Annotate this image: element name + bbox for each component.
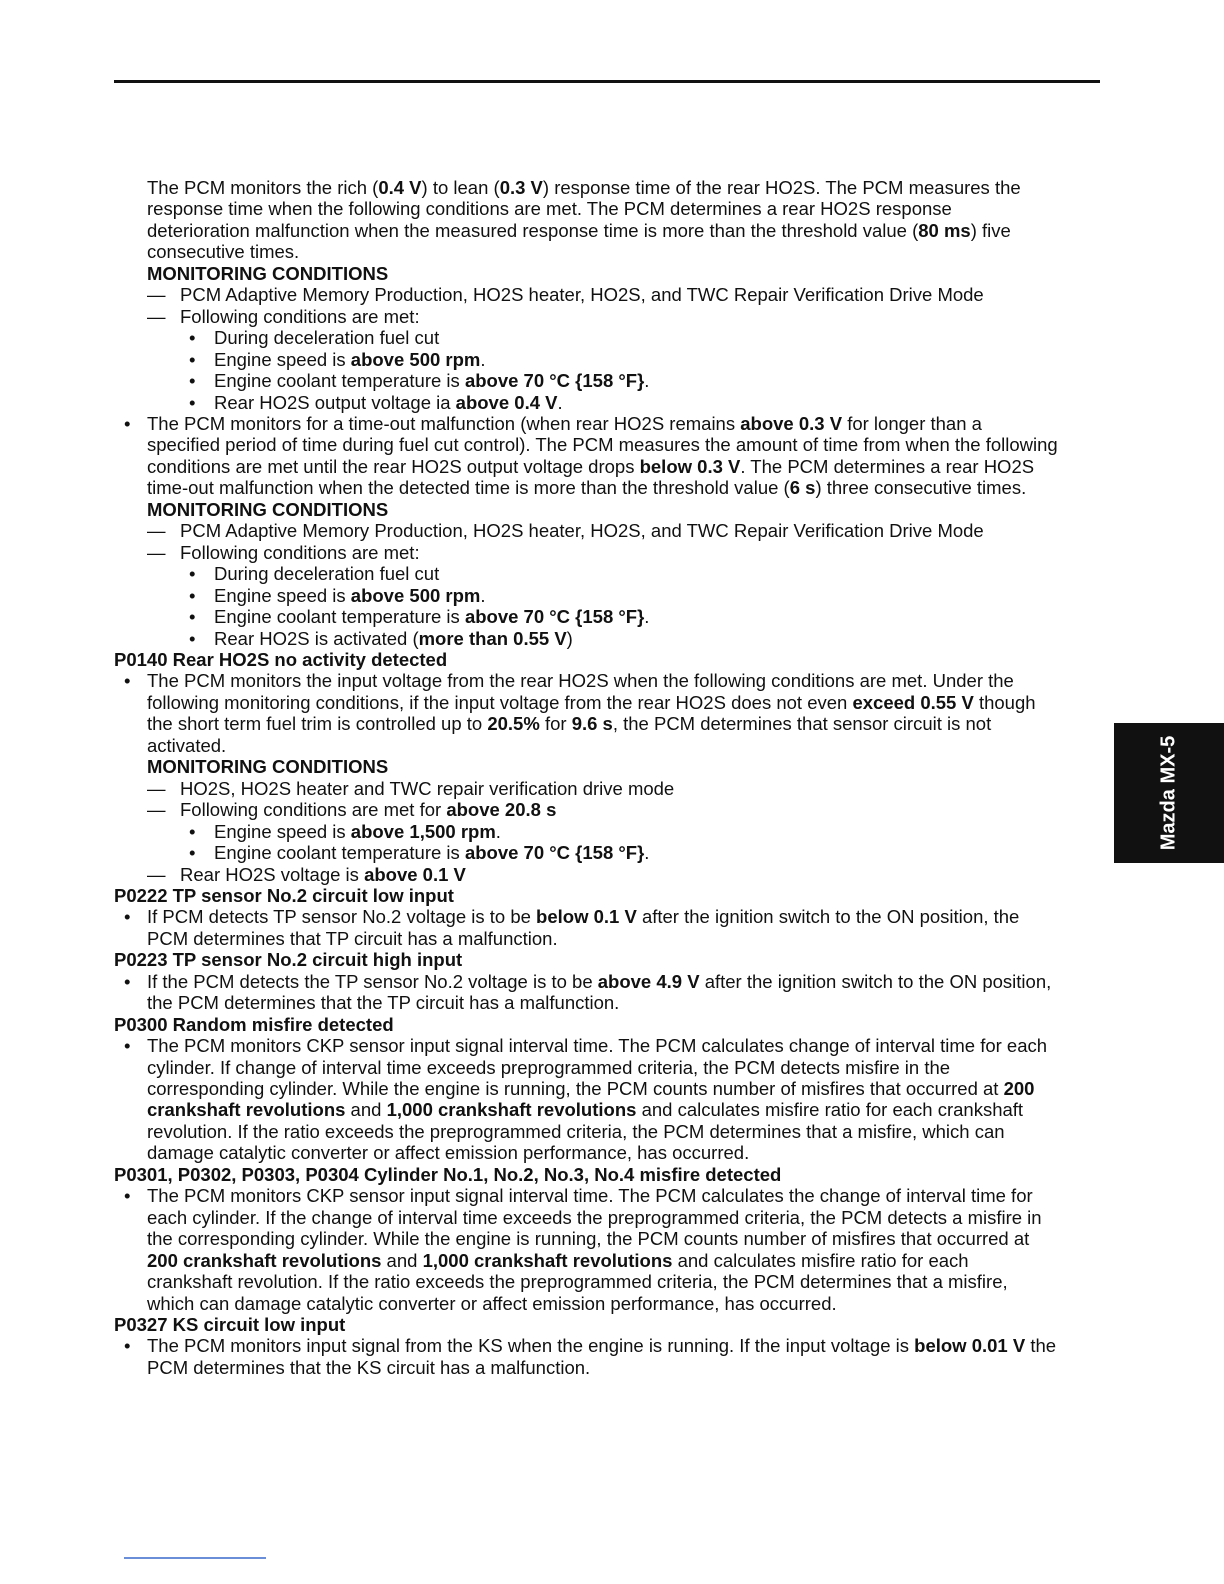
bold-text: 200 crankshaft revolutions — [147, 1249, 382, 1271]
text-run: ) — [566, 627, 573, 649]
text-run: activated. — [147, 734, 227, 756]
text-line — [114, 692, 1104, 713]
text-run: the PCM determines that the TP circuit has a malfunction. — [147, 992, 620, 1014]
text-run: PCM determines that the KS circuit has a malfunction. — [147, 1356, 591, 1378]
text-run: consecutive times. — [147, 241, 300, 263]
text-run: conditions are met until the rear HO2S output voltage drops — [147, 455, 640, 477]
bold-text: P0327 KS circuit low input — [114, 1314, 346, 1336]
bold-text: below 0.1 V — [536, 906, 637, 928]
text-run: and — [381, 1249, 423, 1271]
text-line — [114, 1335, 1104, 1356]
text-run: for — [539, 713, 572, 735]
text-line — [114, 477, 1104, 498]
text-line — [114, 821, 1104, 842]
text-line — [114, 1228, 1104, 1249]
bold-text: P0300 Random misfire detected — [114, 1013, 394, 1035]
dash-marker: — — [147, 284, 166, 306]
text-run: The PCM monitors input signal from the KS when the engine is running. If the input voltage is — [147, 1335, 915, 1357]
bold-text: more than 0.55 V — [418, 627, 567, 649]
text-run: . — [644, 370, 650, 392]
text-run: the — [1025, 1335, 1057, 1357]
text-run: which can damage catalytic converter or affect emission performance, has occurred. — [147, 1292, 837, 1314]
text-line — [114, 670, 1104, 691]
bullet-marker: • — [124, 1185, 131, 1207]
text-run: During deceleration fuel cut — [214, 327, 440, 349]
text-run: cylinder. If change of interval time exceeds preprogrammed criteria, the PCM detects misfire in the — [147, 1056, 951, 1078]
text-line — [114, 413, 1104, 434]
text-run: The PCM monitors CKP sensor input signal interval time. The PCM calculates the change of interval time for — [147, 1185, 1033, 1207]
text-run: and calculates misfire ratio for each crankshaft — [636, 1099, 1024, 1121]
bullet-marker: • — [124, 906, 131, 928]
bullet-marker: • — [124, 670, 131, 692]
bold-text: 0.3 V — [499, 177, 543, 198]
text-line — [114, 349, 1104, 370]
bold-text: 6 s — [789, 477, 816, 499]
text-run: The PCM monitors the rich ( — [147, 177, 379, 198]
text-run: after the ignition switch to the ON position, the — [636, 906, 1020, 928]
text-run: . The PCM determines a rear HO2S — [740, 455, 1035, 477]
text-run: each cylinder. If the change of interval time exceeds the preprogrammed criteria, the PCM detects a misfire in — [147, 1206, 1042, 1228]
text-run: Engine coolant temperature is — [214, 370, 465, 392]
text-line — [114, 992, 1104, 1013]
text-run: the corresponding cylinder. While the engine is running, the PCM counts number of misfires that occurred at — [147, 1228, 1030, 1250]
text-run: . — [480, 584, 486, 606]
bold-text: 80 ms — [918, 219, 971, 241]
bold-text: above 0.3 V — [740, 412, 843, 434]
dash-marker: — — [147, 863, 166, 885]
bullet-marker: • — [124, 412, 131, 434]
text-line — [114, 306, 1104, 327]
dash-marker: — — [147, 799, 166, 821]
text-line — [114, 928, 1104, 949]
bold-text: above 70 °C {158 °F} — [464, 606, 645, 628]
bullet-marker: • — [189, 370, 196, 392]
text-run: ) five — [970, 219, 1011, 241]
text-line — [114, 1207, 1104, 1228]
bold-text: 200 — [1003, 1078, 1035, 1100]
text-run: specified period of time during fuel cut control). The PCM measures the amount of time from when the following — [147, 434, 1058, 456]
side-tab-label: Mazda MX-5 — [1157, 735, 1180, 851]
text-run: Following conditions are met: — [180, 541, 420, 563]
text-run: Following conditions are met for — [180, 799, 447, 821]
bold-text: above 0.1 V — [364, 863, 466, 885]
text-run: and — [345, 1099, 387, 1121]
text-run: Engine coolant temperature is — [214, 606, 465, 628]
text-line — [114, 177, 1104, 198]
bold-text: P0223 TP sensor No.2 circuit high input — [114, 949, 463, 971]
text-run: Engine speed is — [214, 348, 351, 370]
bullet-marker: • — [189, 391, 196, 413]
text-line — [114, 392, 1104, 413]
text-run: Following conditions are met: — [180, 305, 420, 327]
text-run: Engine speed is — [214, 584, 351, 606]
text-run: Engine speed is — [214, 820, 351, 842]
footer-link-underline — [124, 1557, 266, 1559]
side-tab — [1114, 723, 1224, 863]
text-run: corresponding cylinder. While the engine is running, the PCM counts number of misfires that occurred at — [147, 1078, 1004, 1100]
text-line — [114, 606, 1104, 627]
bold-text: P0140 Rear HO2S no activity detected — [114, 648, 448, 670]
text-line — [114, 713, 1104, 734]
text-line — [114, 327, 1104, 348]
text-run: after the ignition switch to the ON position, — [699, 970, 1052, 992]
bold-text: 9.6 s — [571, 713, 613, 735]
text-run: Rear HO2S voltage is — [180, 863, 365, 885]
text-run: crankshaft revolution. If the ratio exceeds the preprogrammed criteria, the PCM determines that a misfire, — [147, 1271, 1008, 1293]
bold-text: P0301, P0302, P0303, P0304 Cylinder No.1, No.2, No.3, No.4 misfire detected — [114, 1163, 782, 1185]
bold-text: crankshaft revolutions — [147, 1099, 346, 1121]
text-line — [114, 585, 1104, 606]
text-run: and calculates misfire ratio for each — [672, 1249, 969, 1271]
text-line — [114, 499, 1104, 520]
document-body — [114, 177, 1104, 1378]
text-run: Rear HO2S is activated ( — [214, 627, 419, 649]
text-run: PCM determines that TP circuit has a malfunction. — [147, 927, 558, 949]
section-heading — [114, 649, 1104, 670]
bold-text: above 20.8 s — [446, 799, 557, 821]
text-run: PCM Adaptive Memory Production, HO2S heater, HO2S, and TWC Repair Verification Drive Mode — [180, 520, 984, 542]
text-line — [114, 1357, 1104, 1378]
text-run: for longer than a — [842, 412, 982, 434]
text-run: ) to lean ( — [421, 177, 500, 198]
text-run: Engine coolant temperature is — [214, 842, 465, 864]
text-run: HO2S, HO2S heater and TWC repair verification drive mode — [180, 777, 675, 799]
text-run: During deceleration fuel cut — [214, 563, 440, 585]
text-run: The PCM monitors the input voltage from the rear HO2S when the following conditions are met. Under the — [147, 670, 1014, 692]
text-line — [114, 1035, 1104, 1056]
text-line — [114, 1121, 1104, 1142]
text-line — [114, 842, 1104, 863]
bold-text: MONITORING CONDITIONS — [147, 262, 389, 284]
text-run: deterioration malfunction when the measured response time is more than the threshold value ( — [147, 219, 919, 241]
bold-text: 1,000 crankshaft revolutions — [386, 1099, 637, 1121]
text-run: , the PCM determines that sensor circuit is not — [612, 713, 992, 735]
section-heading — [114, 1014, 1104, 1035]
text-line — [114, 799, 1104, 820]
text-run: revolution. If the ratio exceeds the preprogrammed criteria, the PCM determines that a misfire, which can — [147, 1120, 1005, 1142]
text-run: . — [480, 348, 486, 370]
dash-marker: — — [147, 520, 166, 542]
text-run: The PCM monitors CKP sensor input signal interval time. The PCM calculates change of interval time for each — [147, 1035, 1048, 1057]
text-line — [114, 864, 1104, 885]
text-line — [114, 542, 1104, 563]
text-line — [114, 735, 1104, 756]
bullet-marker: • — [124, 1035, 131, 1057]
text-line — [114, 456, 1104, 477]
bullet-marker: • — [189, 563, 196, 585]
text-run: . — [557, 391, 563, 413]
bold-text: exceed 0.55 V — [852, 691, 974, 713]
text-run: The PCM monitors for a time-out malfunction (when rear HO2S remains — [147, 412, 741, 434]
bold-text: above 0.4 V — [455, 391, 558, 413]
dash-marker: — — [147, 305, 166, 327]
text-run: following monitoring conditions, if the input voltage from the rear HO2S does not even — [147, 691, 853, 713]
text-line — [114, 1142, 1104, 1163]
text-line — [114, 198, 1104, 219]
bold-text: above 500 rpm — [350, 584, 481, 606]
text-run: damage catalytic converter or affect emission performance, has occurred. — [147, 1142, 750, 1164]
text-line — [114, 1250, 1104, 1271]
text-line — [114, 1293, 1104, 1314]
text-line — [114, 1057, 1104, 1078]
text-line — [114, 563, 1104, 584]
text-run: the short term fuel trim is controlled up to — [147, 713, 488, 735]
bold-text: 0.4 V — [378, 177, 422, 198]
bullet-marker: • — [124, 1335, 131, 1357]
dash-marker: — — [147, 541, 166, 563]
text-line — [114, 971, 1104, 992]
text-run: response time when the following conditions are met. The PCM determines a rear HO2S response — [147, 198, 952, 220]
text-run: If the PCM detects the TP sensor No.2 voltage is to be — [147, 970, 598, 992]
bullet-marker: • — [189, 606, 196, 628]
bullet-marker: • — [189, 584, 196, 606]
section-heading — [114, 885, 1104, 906]
bold-text: below 0.01 V — [914, 1335, 1026, 1357]
text-run: . — [495, 820, 501, 842]
text-run: ) response time of the rear HO2S. The PCM measures the — [542, 177, 1021, 198]
bold-text: above 1,500 rpm — [350, 820, 496, 842]
bold-text: above 500 rpm — [350, 348, 481, 370]
text-line — [114, 220, 1104, 241]
text-line — [114, 434, 1104, 455]
text-line — [114, 241, 1104, 262]
text-line — [114, 520, 1104, 541]
text-run: . — [644, 842, 650, 864]
text-run: Rear HO2S output voltage ia — [214, 391, 456, 413]
section-heading — [114, 1314, 1104, 1335]
bold-text: 1,000 crankshaft revolutions — [422, 1249, 673, 1271]
bullet-marker: • — [189, 348, 196, 370]
text-line — [114, 906, 1104, 927]
text-line — [114, 370, 1104, 391]
text-line — [114, 263, 1104, 284]
text-run: though — [973, 691, 1036, 713]
text-line — [114, 1271, 1104, 1292]
text-line — [114, 1099, 1104, 1120]
section-heading — [114, 1164, 1104, 1185]
text-line — [114, 756, 1104, 777]
dash-marker: — — [147, 777, 166, 799]
bold-text: above 4.9 V — [597, 970, 700, 992]
bold-text: P0222 TP sensor No.2 circuit low input — [114, 884, 454, 906]
text-run: . — [644, 606, 650, 628]
text-line — [114, 628, 1104, 649]
bullet-marker: • — [189, 327, 196, 349]
bold-text: 20.5% — [487, 713, 540, 735]
text-line — [114, 284, 1104, 305]
text-line — [114, 778, 1104, 799]
text-run: time-out malfunction when the detected time is more than the threshold value ( — [147, 477, 790, 499]
section-heading — [114, 949, 1104, 970]
text-run: If PCM detects TP sensor No.2 voltage is to be — [147, 906, 537, 928]
bold-text: below 0.3 V — [639, 455, 741, 477]
bullet-marker: • — [189, 842, 196, 864]
top-rule — [114, 80, 1100, 83]
text-run: PCM Adaptive Memory Production, HO2S heater, HO2S, and TWC Repair Verification Drive Mode — [180, 284, 984, 306]
bold-text: MONITORING CONDITIONS — [147, 756, 389, 778]
bold-text: above 70 °C {158 °F} — [464, 842, 645, 864]
bullet-marker: • — [124, 970, 131, 992]
text-line — [114, 1185, 1104, 1206]
text-line — [114, 1078, 1104, 1099]
bullet-marker: • — [189, 820, 196, 842]
text-run: ) three consecutive times. — [815, 477, 1027, 499]
bullet-marker: • — [189, 627, 196, 649]
bold-text: MONITORING CONDITIONS — [147, 498, 389, 520]
bold-text: above 70 °C {158 °F} — [464, 370, 645, 392]
